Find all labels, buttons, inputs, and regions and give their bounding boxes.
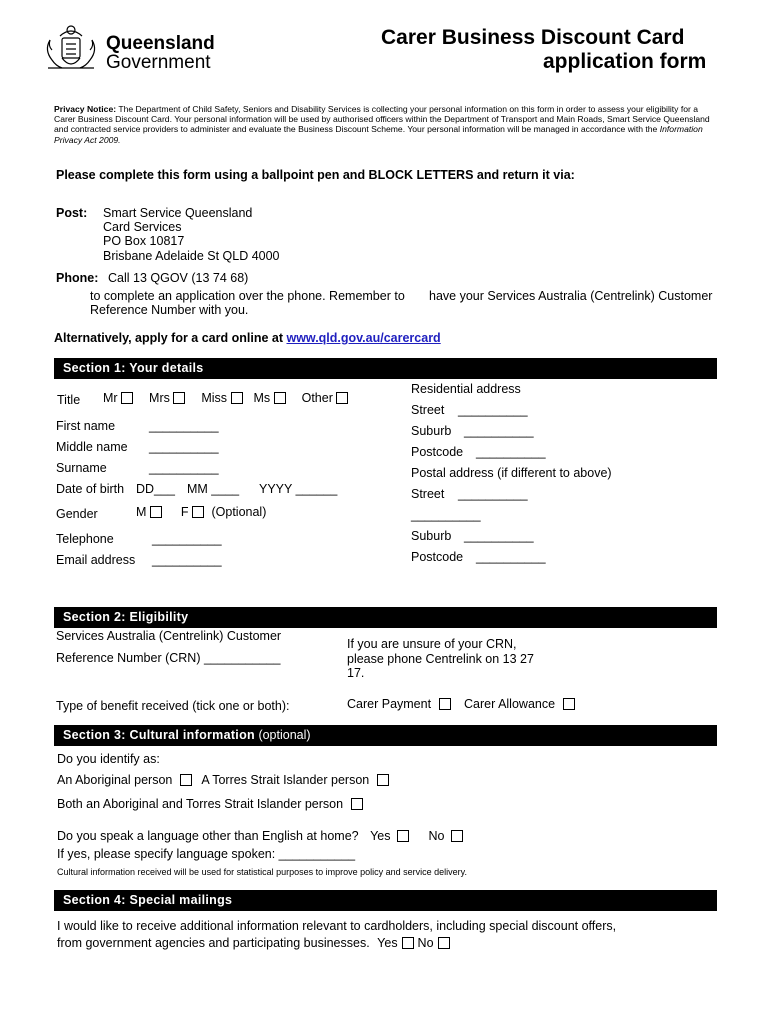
middle-name-field[interactable]: __________ bbox=[149, 440, 219, 454]
online-text: Alternatively, apply for a card online at bbox=[54, 331, 283, 345]
telephone-field[interactable]: __________ bbox=[152, 532, 222, 546]
section1-title: Section 1: Your details bbox=[63, 361, 204, 375]
surname-field[interactable]: __________ bbox=[149, 461, 219, 475]
post-line2: Card Services bbox=[103, 220, 182, 235]
both-checkbox[interactable] bbox=[351, 798, 363, 810]
form-title-line2: application form bbox=[543, 50, 707, 73]
section4-title: Section 4: Special mailings bbox=[63, 893, 233, 907]
form-title-line1: Carer Business Discount Card bbox=[381, 26, 685, 49]
gender-label: Gender bbox=[56, 507, 98, 521]
privacy-notice bbox=[54, 104, 716, 145]
carer-payment-label: Carer Payment bbox=[347, 697, 432, 711]
mailings-yes-label: Yes bbox=[377, 936, 398, 950]
dob-month-field[interactable]: MM ____ bbox=[187, 482, 240, 496]
qld-crest-icon bbox=[42, 22, 100, 76]
section2-header bbox=[54, 607, 717, 628]
both-label: Both an Aboriginal and Torres Strait Islander person bbox=[57, 797, 344, 811]
gender-m-label: M bbox=[136, 505, 147, 519]
title-miss-label: Miss bbox=[201, 391, 228, 405]
carer-allowance-label: Carer Allowance bbox=[464, 697, 556, 711]
res-suburb-label: Suburb bbox=[411, 424, 452, 438]
crn-field[interactable]: Reference Number (CRN) ___________ bbox=[56, 651, 281, 665]
language-spec-field[interactable]: If yes, please specify language spoken: ___________ bbox=[57, 847, 356, 861]
title-mr-checkbox[interactable] bbox=[121, 392, 133, 404]
unsure-line1: If you are unsure of your CRN, bbox=[347, 637, 517, 651]
post-label: Post: bbox=[56, 206, 88, 220]
surname-label: Surname bbox=[56, 461, 107, 475]
email-field[interactable]: __________ bbox=[152, 553, 222, 567]
res-street-field[interactable]: __________ bbox=[458, 403, 528, 417]
torres-label: A Torres Strait Islander person bbox=[201, 773, 370, 787]
title-miss-checkbox[interactable] bbox=[231, 392, 243, 404]
postal-postcode-field[interactable]: __________ bbox=[476, 550, 546, 564]
postal-suburb-field[interactable]: __________ bbox=[464, 529, 534, 543]
language-no-label: No bbox=[428, 829, 445, 843]
title-mrs-label: Mrs bbox=[149, 391, 170, 405]
section3-header bbox=[54, 725, 717, 746]
mailings-line2: from government agencies and participating businesses. bbox=[57, 936, 370, 950]
title-options bbox=[103, 391, 348, 406]
telephone-label: Telephone bbox=[56, 532, 114, 546]
carer-payment-checkbox[interactable] bbox=[439, 698, 451, 710]
gender-f-checkbox[interactable] bbox=[192, 506, 204, 518]
post-line4: Brisbane Adelaide St QLD 4000 bbox=[103, 248, 280, 263]
crn-label-line1: Services Australia (Centrelink) Customer bbox=[56, 629, 282, 643]
title-mrs-checkbox[interactable] bbox=[173, 392, 185, 404]
cultural-note: Cultural information received will be used for statistical purposes to improve policy and service delivery. bbox=[57, 867, 468, 877]
res-postcode-label: Postcode bbox=[411, 445, 464, 459]
dob-year-field[interactable]: YYYY ______ bbox=[259, 482, 338, 496]
email-label: Email address bbox=[56, 553, 136, 567]
title-mr-label: Mr bbox=[103, 391, 118, 405]
mailings-no-checkbox[interactable] bbox=[438, 937, 450, 949]
torres-checkbox[interactable] bbox=[377, 774, 389, 786]
gender-f-label: F bbox=[180, 505, 189, 519]
language-question: Do you speak a language other than English at home? bbox=[57, 829, 359, 843]
postal-street-field-2[interactable]: __________ bbox=[411, 508, 481, 522]
post-address bbox=[103, 206, 280, 263]
first-name-label: First name bbox=[56, 419, 116, 433]
language-row bbox=[57, 829, 463, 844]
gender-options bbox=[136, 505, 266, 520]
mailings-yes-checkbox[interactable] bbox=[402, 937, 414, 949]
res-postcode-field[interactable]: __________ bbox=[476, 445, 546, 459]
res-street-label: Street bbox=[411, 403, 445, 417]
phone-line2a: to complete an application over the phone. Remember to bbox=[90, 289, 405, 303]
first-name-field[interactable]: __________ bbox=[149, 419, 219, 433]
postal-address-label: Postal address (if different to above) bbox=[411, 466, 612, 480]
dob-day-field[interactable]: DD___ bbox=[136, 482, 175, 496]
carercard-link[interactable]: www.qld.gov.au/carercard bbox=[286, 331, 441, 345]
mailings-line2-row bbox=[57, 936, 450, 951]
title-label: Title bbox=[57, 393, 81, 407]
identify-options-row2 bbox=[57, 797, 363, 812]
section3-optional: (optional) bbox=[258, 728, 311, 742]
logo-line-queensland: Queensland bbox=[106, 33, 215, 54]
privacy-act: Information Privacy Act 2009. bbox=[54, 124, 703, 145]
section2-title: Section 2: Eligibility bbox=[63, 610, 189, 624]
section4-header bbox=[54, 890, 717, 911]
benefit-label: Type of benefit received (tick one or both): bbox=[56, 699, 290, 713]
privacy-text: The Department of Child Safety, Seniors and Disability Services is collecting your personal information on this form in order to assess your eligibility for a Carer Business Discount Card. Your personal information will be used by authorised officers within the Department of Transport and Main Roads, Smart Service Queensland and contracted service providers to administer and evaluate the Business Discount Scheme. Your personal information will be managed in accordance with the bbox=[54, 104, 710, 135]
postal-street-field[interactable]: __________ bbox=[458, 487, 528, 501]
language-no-checkbox[interactable] bbox=[451, 830, 463, 842]
language-yes-checkbox[interactable] bbox=[397, 830, 409, 842]
post-line1: Smart Service Queensland bbox=[103, 206, 253, 220]
title-ms-checkbox[interactable] bbox=[274, 392, 286, 404]
postal-street-label: Street bbox=[411, 487, 445, 501]
title-ms-label: Ms bbox=[253, 391, 271, 405]
unsure-line2: please phone Centrelink on 13 27 bbox=[347, 651, 534, 666]
logo-line-government: Government bbox=[106, 52, 211, 73]
benefit-options bbox=[347, 697, 575, 712]
gender-optional: (Optional) bbox=[211, 505, 267, 519]
privacy-label: Privacy Notice: bbox=[54, 104, 117, 114]
mailings-no-label: No bbox=[417, 936, 434, 950]
postal-postcode-label: Postcode bbox=[411, 550, 464, 564]
unsure-line3: 17. bbox=[347, 666, 365, 680]
aboriginal-label: An Aboriginal person bbox=[57, 773, 173, 787]
phone-label: Phone: bbox=[56, 271, 99, 285]
title-other-checkbox[interactable] bbox=[336, 392, 348, 404]
language-yes-label: Yes bbox=[370, 829, 391, 843]
post-line3: PO Box 10817 bbox=[103, 234, 185, 249]
dob-label: Date of birth bbox=[56, 482, 125, 496]
res-suburb-field[interactable]: __________ bbox=[464, 424, 534, 438]
identify-options-row1 bbox=[57, 773, 389, 788]
phone-number: Call 13 QGOV (13 74 68) bbox=[108, 271, 249, 285]
gender-m-checkbox[interactable] bbox=[150, 506, 162, 518]
phone-line2b: have your Services Australia (Centrelink) Customer bbox=[429, 289, 713, 303]
section3-title: Section 3: Cultural information bbox=[63, 728, 255, 742]
instructions: Please complete this form using a ballpoint pen and BLOCK LETTERS and return it via: bbox=[56, 168, 575, 182]
crn-unsure-note bbox=[347, 637, 534, 681]
section1-header bbox=[54, 358, 717, 379]
phone-line3: Reference Number with you. bbox=[90, 303, 249, 317]
residential-address-label: Residential address bbox=[411, 382, 521, 396]
identify-question: Do you identify as: bbox=[57, 752, 160, 766]
postal-suburb-label: Suburb bbox=[411, 529, 452, 543]
middle-name-label: Middle name bbox=[56, 440, 128, 454]
carer-allowance-checkbox[interactable] bbox=[563, 698, 575, 710]
title-other-label: Other bbox=[301, 391, 333, 405]
mailings-line1: I would like to receive additional information relevant to cardholders, including special discount offers, bbox=[57, 919, 617, 933]
aboriginal-checkbox[interactable] bbox=[180, 774, 192, 786]
online-apply bbox=[54, 331, 441, 346]
